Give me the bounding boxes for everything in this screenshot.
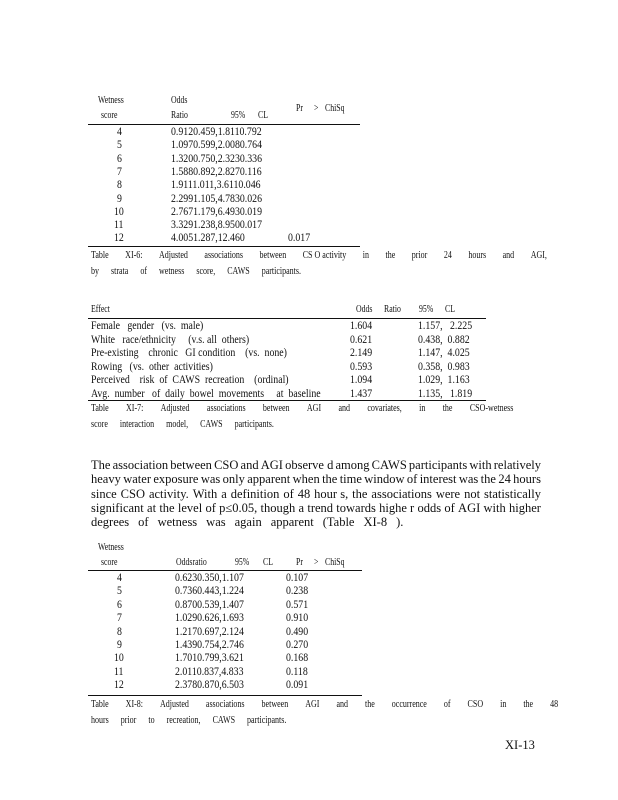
caption-word: of [443,699,451,710]
caption-word: Table [91,250,109,261]
cell-wetness-score: 9 [117,190,122,205]
paragraph-word: was [458,472,479,487]
paragraph-word: of [138,515,149,530]
paragraph-word: With [192,486,218,501]
cell-odds-ci-values: 1.7010.799,3.621 [175,650,244,665]
caption-word: AGI [306,403,322,414]
caption-word: occurrence [391,699,427,710]
cell-odds-ci-values: 2.7671.179,6.4930.019 [171,203,263,218]
caption-word: between [262,403,290,414]
paragraph-word: XI-8 [363,515,388,530]
paragraph-word: at [147,500,157,515]
cell-p-value: 0.168 [286,650,309,665]
paragraph-word: of [444,500,455,515]
col-header-cl: CL [258,110,268,121]
paragraph-word: time [339,472,362,487]
cell-effect: Avg. number of daily bowel movements at baseline [91,385,321,400]
paragraph-word: a [298,500,305,515]
cell-odds-ci-values: 1.2170.697,2.124 [175,623,244,638]
caption-word: the [365,699,375,710]
cell-wetness-score: 4 [117,124,122,138]
paragraph-word: apparent [247,472,291,487]
col-header-oddsratio: Oddsratio [176,557,207,568]
paragraph-line [91,458,541,472]
cell-wetness-score: 11 [114,217,124,232]
paragraph-word: a [221,486,227,501]
table-caption-line-2 [91,713,298,729]
caption-word: interaction [119,419,155,430]
cell-odds-ratio: 1.437 [350,385,373,400]
cell-ci: 1.147, 4.025 [418,345,470,359]
caption-word: wetness [159,266,185,277]
cell-wetness-score: 5 [117,583,122,598]
caption-word: in [500,699,507,710]
cell-odds-ci-values: 4.0051.287,12.460 [171,230,245,245]
paragraph-word: though [260,500,296,515]
caption-word: CAWS [212,715,236,726]
paragraph-word: hours [513,472,541,487]
paragraph-word: the [159,500,175,515]
cell-odds-ci-values: 0.8700.539,1.407 [175,596,244,611]
cell-wetness-score: 10 [114,203,124,218]
caption-word: XI-8: [125,699,143,710]
caption-word: the [385,250,396,261]
caption-word: the [523,699,534,710]
paragraph-word: was [206,515,226,530]
cell-p-value: 0.091 [286,677,309,692]
paragraph-word: AGI [458,500,481,515]
col-header-score: score [101,110,118,121]
caption-word: CSO-wetness [469,403,514,414]
paragraph-word: water [123,472,151,487]
cell-odds-ci-values: 0.7360.443,1.224 [175,583,244,598]
col-header-ratio: Ratio [384,304,401,315]
paragraph-word: the [480,472,496,487]
caption-word: Adjusted [160,403,190,414]
paragraph-word: p≤0.05, [219,500,258,515]
caption-word: between [261,699,289,710]
table-caption-line-2 [91,264,313,280]
paragraph-word: AGI [260,458,283,472]
caption-word: prior [120,715,137,726]
col-header-95: 95% [231,110,246,121]
paragraph-word: relatively [493,458,541,472]
paragraph-word: The [91,458,111,472]
caption-word: associations [205,699,245,710]
paragraph-word: statistically [484,486,541,501]
caption-word: hours [91,715,109,726]
paragraph-word: again [234,515,262,530]
caption-word: in [419,403,426,414]
caption-word: Adjusted [159,250,188,261]
cell-p-value: 0.107 [286,570,309,584]
paragraph-word: level [177,500,203,515]
caption-word: CS O activity [302,250,347,261]
paragraph-line [91,515,412,529]
cell-effect: Perceived risk of CAWS recreation (ordinal) [91,372,289,386]
caption-word: CSO [467,699,484,710]
cell-odds-ci-values: 0.9120.459,1.8110.792 [171,124,262,138]
caption-word: associations [206,403,246,414]
caption-word: participants. [247,715,287,726]
caption-word: and [336,699,348,710]
paragraph-word: when [292,472,320,487]
cell-odds-ratio: 1.604 [350,318,373,332]
cell-ci: 1.135, 1.819 [418,385,473,400]
col-header-gt: > [314,557,319,568]
caption-word: score [91,419,108,430]
paragraph-word: window [364,472,405,487]
paragraph-word: participants [408,458,468,472]
cell-odds-ci-values: 0.6230.350,1.107 [175,570,244,584]
paragraph-word: ). [396,515,404,530]
table-caption-line-1 [91,401,513,417]
paragraph-word: with [469,458,492,472]
cell-wetness-score: 7 [117,163,122,178]
cell-odds-ci-values: 2.2991.105,4.7830.026 [171,190,263,205]
cell-p-value: 0.571 [286,596,309,611]
paragraph-line [91,472,541,486]
caption-word: XI-7: [126,403,144,414]
cell-effect: White race/ethnicity (v.s. all others) [91,331,250,346]
cell-odds-ci-values: 1.0290.626,1.693 [175,610,244,625]
paragraph-word: wetness [157,515,198,530]
paragraph-word: observe d [285,458,334,472]
col-header-wetness: Wetness [98,542,124,553]
caption-word: 24 [443,250,452,261]
caption-word: score, [196,266,216,277]
caption-word: covariates, [367,403,402,414]
cell-odds-ci-values: 1.9111.011,3.6110.046 [171,177,261,192]
cell-wetness-score: 9 [117,637,122,651]
caption-word: the [442,403,453,414]
paragraph-word: of [205,500,216,515]
paragraph-word: only [222,472,245,487]
col-header-effect: Effect [91,304,110,315]
caption-word: Adjusted [160,699,189,710]
caption-word: and [338,403,351,414]
cell-odds-ci-values: 1.4390.754,2.746 [175,637,244,651]
col-header-score: score [101,557,118,568]
cell-p-value: 0.118 [286,663,308,678]
caption-word: CAWS [200,419,223,430]
caption-word: to [148,715,155,726]
cell-odds-ratio: 1.094 [350,372,373,386]
paragraph-word: heavy [91,472,121,487]
cell-odds-ci-values: 1.0970.599,2.0080.764 [171,137,263,152]
caption-word: 48 [550,699,559,710]
cell-wetness-score: 6 [117,596,122,611]
paragraph-line [91,487,541,501]
cell-odds-ci-values: 1.3200.750,2.3230.336 [171,150,263,165]
paragraph-word: of [406,472,418,487]
caption-word: AGI [305,699,320,710]
table-caption-line-2 [91,417,286,433]
paragraph-word: CAWS [371,458,407,472]
caption-word: participants. [234,419,274,430]
paragraph-word: degrees [91,515,130,530]
cell-odds-ratio: 2.149 [350,345,373,359]
cell-wetness-score: 4 [117,570,122,584]
paragraph-word: trend [307,500,334,515]
caption-word: recreation, [166,715,201,726]
paragraph-word: association [112,458,169,472]
cell-p-value: 0.238 [286,583,309,598]
paragraph-word: towards [336,500,376,515]
caption-word: strata [111,266,129,277]
cell-odds-ratio: 0.593 [350,358,373,373]
paragraph-word: exposure [153,472,199,487]
paragraph-word: significant [91,500,144,515]
cell-wetness-score: 12 [114,230,124,245]
caption-word: associations [204,250,244,261]
paragraph-word: since [91,486,117,501]
paragraph-word: associations [371,486,432,501]
col-header-chisq: ChiSq [325,103,345,114]
paragraph-word: CSO [120,486,145,501]
cell-effect: Female gender (vs. male) [91,318,204,332]
paragraph-word: interest [419,472,457,487]
caption-word: XI-6: [125,250,143,261]
col-header-gt: > [314,103,319,114]
col-header-wetness: Wetness [98,95,124,106]
table-caption-line-1 [91,697,558,713]
paragraph-word: the [322,472,338,487]
paragraph-word: activity. [148,486,189,501]
paragraph-word: was [200,472,221,487]
col-header-pr: Pr [296,557,303,568]
cell-p-value: 0.270 [286,637,309,651]
cell-wetness-score: 11 [114,663,124,678]
cell-wetness-score: 6 [117,150,122,165]
table-caption-line-1 [91,248,547,264]
cell-ci: 1.157, 2.225 [418,318,473,332]
table-bottom-rule [88,695,362,696]
cell-p-value: 0.017 [288,230,311,245]
paragraph-word: odds [417,500,442,515]
paragraph-word: 24 [498,472,511,487]
paragraph-word: (Table [322,515,355,530]
cell-ci: 1.029, 1.163 [418,372,470,386]
col-header-pr: Pr [296,103,303,114]
caption-word: hours [468,250,487,261]
col-header-95: 95% [419,304,434,315]
cell-wetness-score: 8 [117,623,122,638]
caption-word: Table [91,699,109,710]
paragraph-word: apparent [270,515,314,530]
cell-ci: 0.358, 0.983 [418,358,470,373]
col-header-ratio: Ratio [171,110,188,121]
paragraph-word: 48 [297,486,311,501]
paragraph-word: the [352,486,368,501]
cell-wetness-score: 12 [114,677,124,692]
cell-odds-ci-values: 3.3291.238,8.9500.017 [171,217,263,232]
paragraph-word: with [483,500,506,515]
col-header-cl: CL [263,557,273,568]
caption-word: CAWS [227,266,250,277]
col-header-odds: Odds [171,95,188,106]
cell-odds-ci-values: 2.0110.837,4.833 [175,663,244,678]
caption-word: by [91,266,99,277]
cell-effect: Pre-existing chronic GI condition (vs. none) [91,345,287,359]
cell-wetness-score: 8 [117,177,122,192]
col-header-chisq: ChiSq [325,557,345,568]
paragraph-word: of [283,486,294,501]
paragraph-word: highe r [379,500,415,515]
caption-word: between [259,250,287,261]
paragraph-word: between [170,458,212,472]
paragraph-word: higher [509,500,541,515]
cell-p-value: 0.910 [286,610,309,625]
paragraph-word: among [335,458,370,472]
caption-word: participants. [261,266,302,277]
caption-word: of [140,266,147,277]
cell-wetness-score: 7 [117,610,122,625]
table-bottom-rule [88,246,360,247]
cell-wetness-score: 10 [114,650,124,665]
paragraph-word: not [464,486,481,501]
col-header-95: 95% [235,557,250,568]
cell-ci: 0.438, 0.882 [418,331,470,346]
caption-word: prior [411,250,428,261]
caption-word: AGI, [530,250,547,261]
paragraph-word: CSO [214,458,239,472]
paragraph-word: and [240,458,259,472]
paragraph-word: definition [230,486,280,501]
paragraph-line [91,501,541,515]
cell-odds-ratio: 0.621 [350,331,373,346]
paragraph-word: were [435,486,461,501]
cell-effect: Rowing (vs. other activities) [91,358,213,373]
cell-odds-ci-values: 2.3780.870,6.503 [175,677,244,692]
caption-word: in [362,250,369,261]
cell-odds-ci-values: 1.5880.892,2.8270.116 [171,163,262,178]
cell-wetness-score: 5 [117,137,122,152]
caption-word: Table [91,403,109,414]
col-header-cl: CL [445,304,455,315]
caption-word: model, [166,419,189,430]
cell-p-value: 0.490 [286,623,309,638]
caption-word: and [502,250,515,261]
paragraph-word: hour s, [314,486,349,501]
page-number: XI-13 [505,738,535,752]
col-header-odds: Odds [356,304,373,315]
